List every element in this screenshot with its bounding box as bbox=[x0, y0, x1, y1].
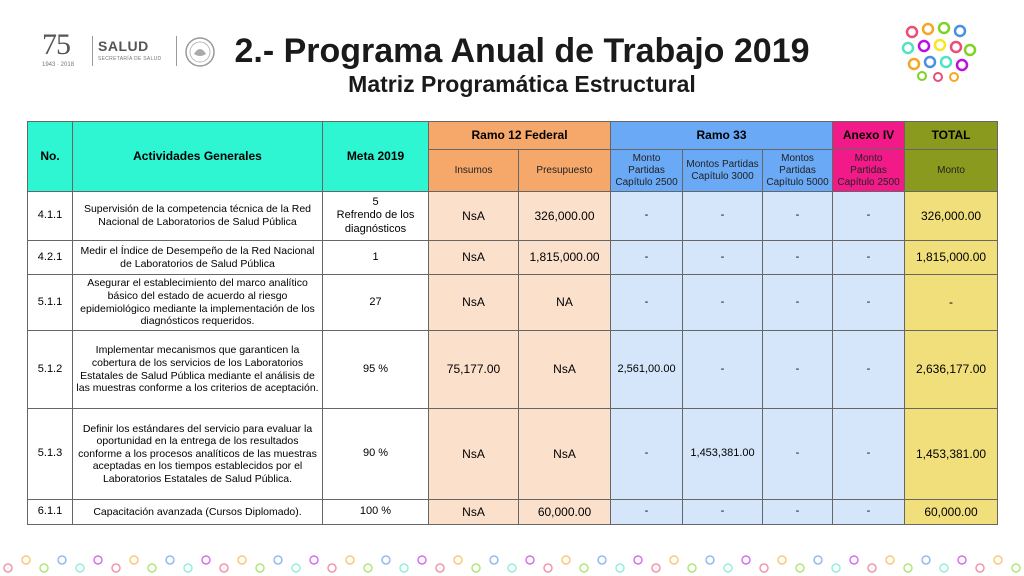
cell-no: 4.1.1 bbox=[28, 192, 73, 241]
cell-total: 60,000.00 bbox=[905, 500, 998, 525]
cell-meta: 100 % bbox=[323, 500, 429, 525]
cell-anexo: - bbox=[833, 241, 905, 275]
cell-insumos: NsA bbox=[429, 275, 519, 331]
cell-presupuesto: 326,000.00 bbox=[519, 192, 611, 241]
cell-no: 6.1.1 bbox=[28, 500, 73, 525]
cell-montos-5000: - bbox=[763, 500, 833, 525]
salud-logo-name: SALUD bbox=[98, 38, 149, 54]
cell-total: 326,000.00 bbox=[905, 192, 998, 241]
cell-total: 1,815,000.00 bbox=[905, 241, 998, 275]
subheader-anexo-monto: Monto Partidas Capítulo 2500 bbox=[833, 150, 905, 192]
cell-insumos: NsA bbox=[429, 192, 519, 241]
cell-no: 5.1.3 bbox=[28, 409, 73, 500]
page-title: 2.- Programa Anual de Trabajo 2019 bbox=[234, 32, 810, 70]
subheader-montos-3000: Montos Partidas Capítulo 3000 bbox=[683, 150, 763, 192]
table-row bbox=[28, 241, 998, 275]
header-ramo12: Ramo 12 Federal bbox=[429, 122, 611, 150]
cell-montos-3000: - bbox=[683, 275, 763, 331]
cell-monto-2500: - bbox=[611, 192, 683, 241]
cell-total: 1,453,381.00 bbox=[905, 409, 998, 500]
cell-anexo: - bbox=[833, 275, 905, 331]
subheader-total-monto: Monto bbox=[905, 150, 998, 192]
cell-monto-2500: - bbox=[611, 275, 683, 331]
table-row bbox=[28, 500, 998, 525]
cell-no: 5.1.1 bbox=[28, 275, 73, 331]
cell-actividad: Implementar mecanismos que garanticen la cobertura de los servicios de los Laboratorios Estatales de Salud Pública mediante el análisis de las muestras conforme a los criterios de aceptación. bbox=[73, 331, 323, 409]
matrix-body bbox=[28, 192, 998, 525]
cell-insumos: NsA bbox=[429, 241, 519, 275]
cell-montos-3000: - bbox=[683, 331, 763, 409]
header-total: TOTAL bbox=[905, 122, 998, 150]
subheader-insumos: Insumos bbox=[429, 150, 519, 192]
cell-meta: 27 bbox=[323, 275, 429, 331]
cell-presupuesto: 60,000.00 bbox=[519, 500, 611, 525]
cell-montos-5000: - bbox=[763, 275, 833, 331]
cell-actividad: Medir el Índice de Desempeño de la Red Nacional de Laboratorios de Salud Pública bbox=[73, 241, 323, 275]
cell-meta: 90 % bbox=[323, 409, 429, 500]
cell-meta: 5 Refrendo de los diagnósticos bbox=[323, 192, 429, 241]
table-row bbox=[28, 409, 998, 500]
cell-anexo: - bbox=[833, 192, 905, 241]
cell-no: 4.2.1 bbox=[28, 241, 73, 275]
cell-montos-3000: - bbox=[683, 500, 763, 525]
table-row bbox=[28, 192, 998, 241]
cell-insumos: NsA bbox=[429, 500, 519, 525]
cell-presupuesto: NsA bbox=[519, 409, 611, 500]
header-anexo: Anexo IV bbox=[833, 122, 905, 150]
header-no: No. bbox=[28, 122, 73, 192]
matrix-table bbox=[27, 121, 998, 525]
header-actividades: Actividades Generales bbox=[73, 122, 323, 192]
cell-presupuesto: NA bbox=[519, 275, 611, 331]
cell-montos-3000: 1,453,381.00 bbox=[683, 409, 763, 500]
cell-anexo: - bbox=[833, 331, 905, 409]
cell-anexo: - bbox=[833, 500, 905, 525]
logo-75-number: 75 bbox=[42, 28, 70, 61]
decorative-circles-icon bbox=[900, 22, 978, 82]
header-ramo33: Ramo 33 bbox=[611, 122, 833, 150]
subheader-montos-5000: Montos Partidas Capítulo 5000 bbox=[763, 150, 833, 192]
cell-presupuesto: NsA bbox=[519, 331, 611, 409]
cell-montos-3000: - bbox=[683, 241, 763, 275]
cell-actividad: Supervisión de la competencia técnica de la Red Nacional de Laboratorios de Salud Pública bbox=[73, 192, 323, 241]
table-row bbox=[28, 275, 998, 331]
cell-monto-2500: - bbox=[611, 409, 683, 500]
cell-actividad: Definir los estándares del servicio para evaluar la oportunidad en la entrega de los resultados conforme a los procesos analíticos de las muestras aceptadas en los tiempos establecidos por el Laboratorios Estatales de Salud Pública. bbox=[73, 409, 323, 500]
cell-anexo: - bbox=[833, 409, 905, 500]
cell-monto-2500: - bbox=[611, 241, 683, 275]
decorative-border-icon bbox=[0, 548, 1024, 576]
subheader-monto-2500: Monto Partidas Capítulo 2500 bbox=[611, 150, 683, 192]
cell-montos-5000: - bbox=[763, 409, 833, 500]
cell-insumos: 75,177.00 bbox=[429, 331, 519, 409]
page-subtitle: Matriz Programática Estructural bbox=[348, 71, 696, 97]
cell-montos-5000: - bbox=[763, 331, 833, 409]
cell-total: - bbox=[905, 275, 998, 331]
cell-meta: 1 bbox=[323, 241, 429, 275]
cell-total: 2,636,177.00 bbox=[905, 331, 998, 409]
cell-montos-3000: - bbox=[683, 192, 763, 241]
cell-presupuesto: 1,815,000.00 bbox=[519, 241, 611, 275]
cell-insumos: NsA bbox=[429, 409, 519, 500]
header-meta: Meta 2019 bbox=[323, 122, 429, 192]
cell-montos-5000: - bbox=[763, 241, 833, 275]
cell-no: 5.1.2 bbox=[28, 331, 73, 409]
cell-monto-2500: 2,561,00.00 bbox=[611, 331, 683, 409]
table-row bbox=[28, 331, 998, 409]
cell-meta: 95 % bbox=[323, 331, 429, 409]
cell-montos-5000: - bbox=[763, 192, 833, 241]
logo-75-years: 1943 · 2018 bbox=[42, 62, 75, 68]
cell-actividad: Capacitación avanzada (Cursos Diplomado). bbox=[73, 500, 323, 525]
salud-logo-subtitle: SECRETARÍA DE SALUD bbox=[98, 56, 162, 62]
cell-actividad: Asegurar el establecimiento del marco analítico básico del estado de acuerdo al riesgo epidemiológico mediante la implementación de los diagnósticos requeridos. bbox=[73, 275, 323, 331]
subheader-presupuesto: Presupuesto bbox=[519, 150, 611, 192]
cell-monto-2500: - bbox=[611, 500, 683, 525]
